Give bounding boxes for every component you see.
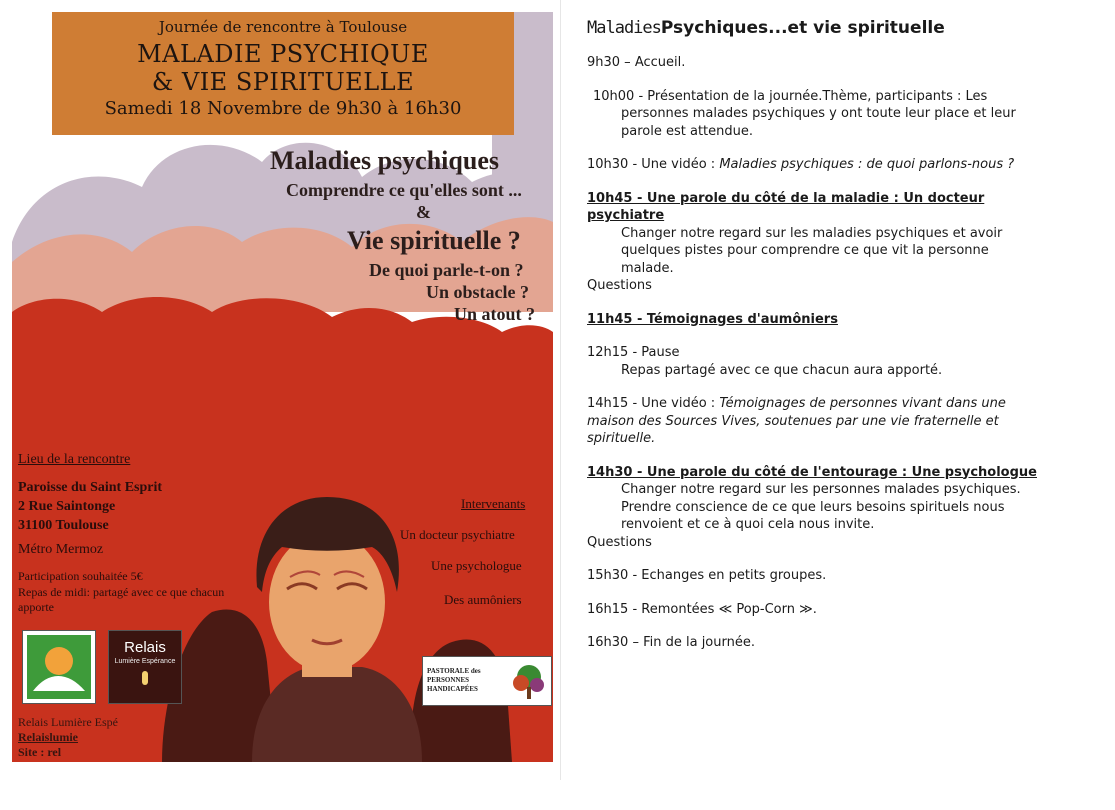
program-item [587,634,1107,652]
program-item-time: 9h30 – Accueil. [587,55,686,70]
speaker-psychologue: Une psychologue [431,558,522,573]
program-title [587,18,1107,38]
program-item-time: 15h30 - Echanges en petits groupes. [587,568,827,583]
footer-line3: Site : rel [18,745,62,759]
program-item [587,395,1047,448]
pastorale-logo-text: PASTORALE des PERSONNES HANDICAPÉES [427,667,481,693]
program-item [587,567,1107,585]
tagline-maladies: Maladies psychiques [270,146,499,175]
program-item-emph: Témoignages de personnes vivant dans une maison des Sources Vives, soutenues par une vie fraternelle et spirituelle. [587,396,1006,446]
venue-meal: Repas de midi: partagé avec ce que chacun apporte [18,585,225,614]
candle-icon [142,671,148,685]
page-divider [560,0,561,780]
tagline-de-quoi: De quoi parle-t-on ? [369,260,524,280]
program-item-time: 14h15 - Une vidéo : [587,396,720,411]
venue-city: 31100 Toulouse [18,518,109,533]
relais-logo-sub: Lumière Espérance [114,658,176,665]
program-item-desc: Repas partagé avec ce que chacun aura apporté. [621,362,943,378]
program-item-time: 10h45 - Une parole du côté de la maladie : Un docteur psychiatre [587,190,985,223]
program-item-time: 12h15 - Pause [587,345,680,360]
tagline-obstacle: Un obstacle ? [426,282,529,302]
poster-title-line2: & VIE SPIRITUELLE [151,68,415,96]
poster-title-line1: MALADIE PSYCHIQUE [137,40,429,68]
venue-heading: Lieu de la rencontre [18,452,131,467]
diocese-logo-icon [23,631,95,703]
venue-street: 2 Rue Saintonge [18,499,116,514]
program-item-desc: Changer notre regard sur les maladies psychiques et avoir quelques pistes pour comprendre ce que vit la personne malade. [621,225,1003,276]
program-title-rest: Psychiques...et vie spirituelle [660,18,945,38]
poster-header [52,12,514,135]
footer-line1: Relais Lumière Espé [18,715,118,729]
program-page [587,18,1107,668]
poster-date: Samedi 18 Novembre de 9h30 à 16h30 [104,98,462,119]
program-item-after: Questions [587,534,652,550]
program-item-desc: Changer notre regard sur les personnes malades psychiques. Prendre conscience de ce que leurs besoins spirituels nous renvoient et ce à quoi cela nous invite. [621,482,1021,532]
tagline-atout: Un atout ? [454,304,536,324]
program-title-hand: Maladies [587,18,661,38]
program-item-time: 10h00 - Présentation de la journée.Thème, participants : Les personnes malades psychiques y ont toute leur place et leur parole est attendue. [593,88,1016,139]
program-item [587,601,1107,619]
program-item [587,88,1037,141]
venue-metro: Métro Mermoz [18,542,104,557]
tagline-comprendre: Comprendre ce qu'elles sont ... [286,180,522,200]
program-item-after: Questions [587,278,652,293]
relais-logo-text: Relais [124,639,166,656]
program-item [587,344,1107,379]
diocese-logo [22,630,96,704]
speaker-psychiatre: Un docteur psychiatre [400,527,515,542]
event-poster [12,12,553,762]
speaker-aumoniers: Des aumôniers [444,592,522,607]
program-item [587,311,1107,329]
program-item-time: 11h45 - Témoignages d'aumôniers [587,311,838,327]
venue-name: Paroisse du Saint Esprit [18,480,163,495]
speakers-heading: Intervenants [461,496,526,511]
program-item-time: 16h15 - Remontées ≪ Pop-Corn ≫. [587,601,817,617]
program-item [587,190,1107,295]
program-item-time: 10h30 - Une vidéo : [587,157,720,172]
pastorale-logo [422,656,552,706]
poster-subtitle: Journée de rencontre à Toulouse [158,18,408,36]
tree-icon [509,661,549,701]
tagline-vie-spirituelle: Vie spirituelle ? [347,226,521,255]
tagline-ampersand: & [416,202,431,222]
relais-lumiere-logo [108,630,182,704]
program-item [587,54,1107,72]
program-item-emph: Maladies psychiques : de quoi parlons-nous ? [719,157,1015,172]
program-item-time: 14h30 - Une parole du côté de l'entourage : Une psychologue [587,464,1037,480]
program-item [587,156,1107,174]
venue-participation: Participation souhaitée 5€ [18,569,143,583]
program-item [587,464,1107,552]
footer-line2: Relaislumie [18,730,78,744]
program-item-time: 16h30 – Fin de la journée. [587,635,755,650]
